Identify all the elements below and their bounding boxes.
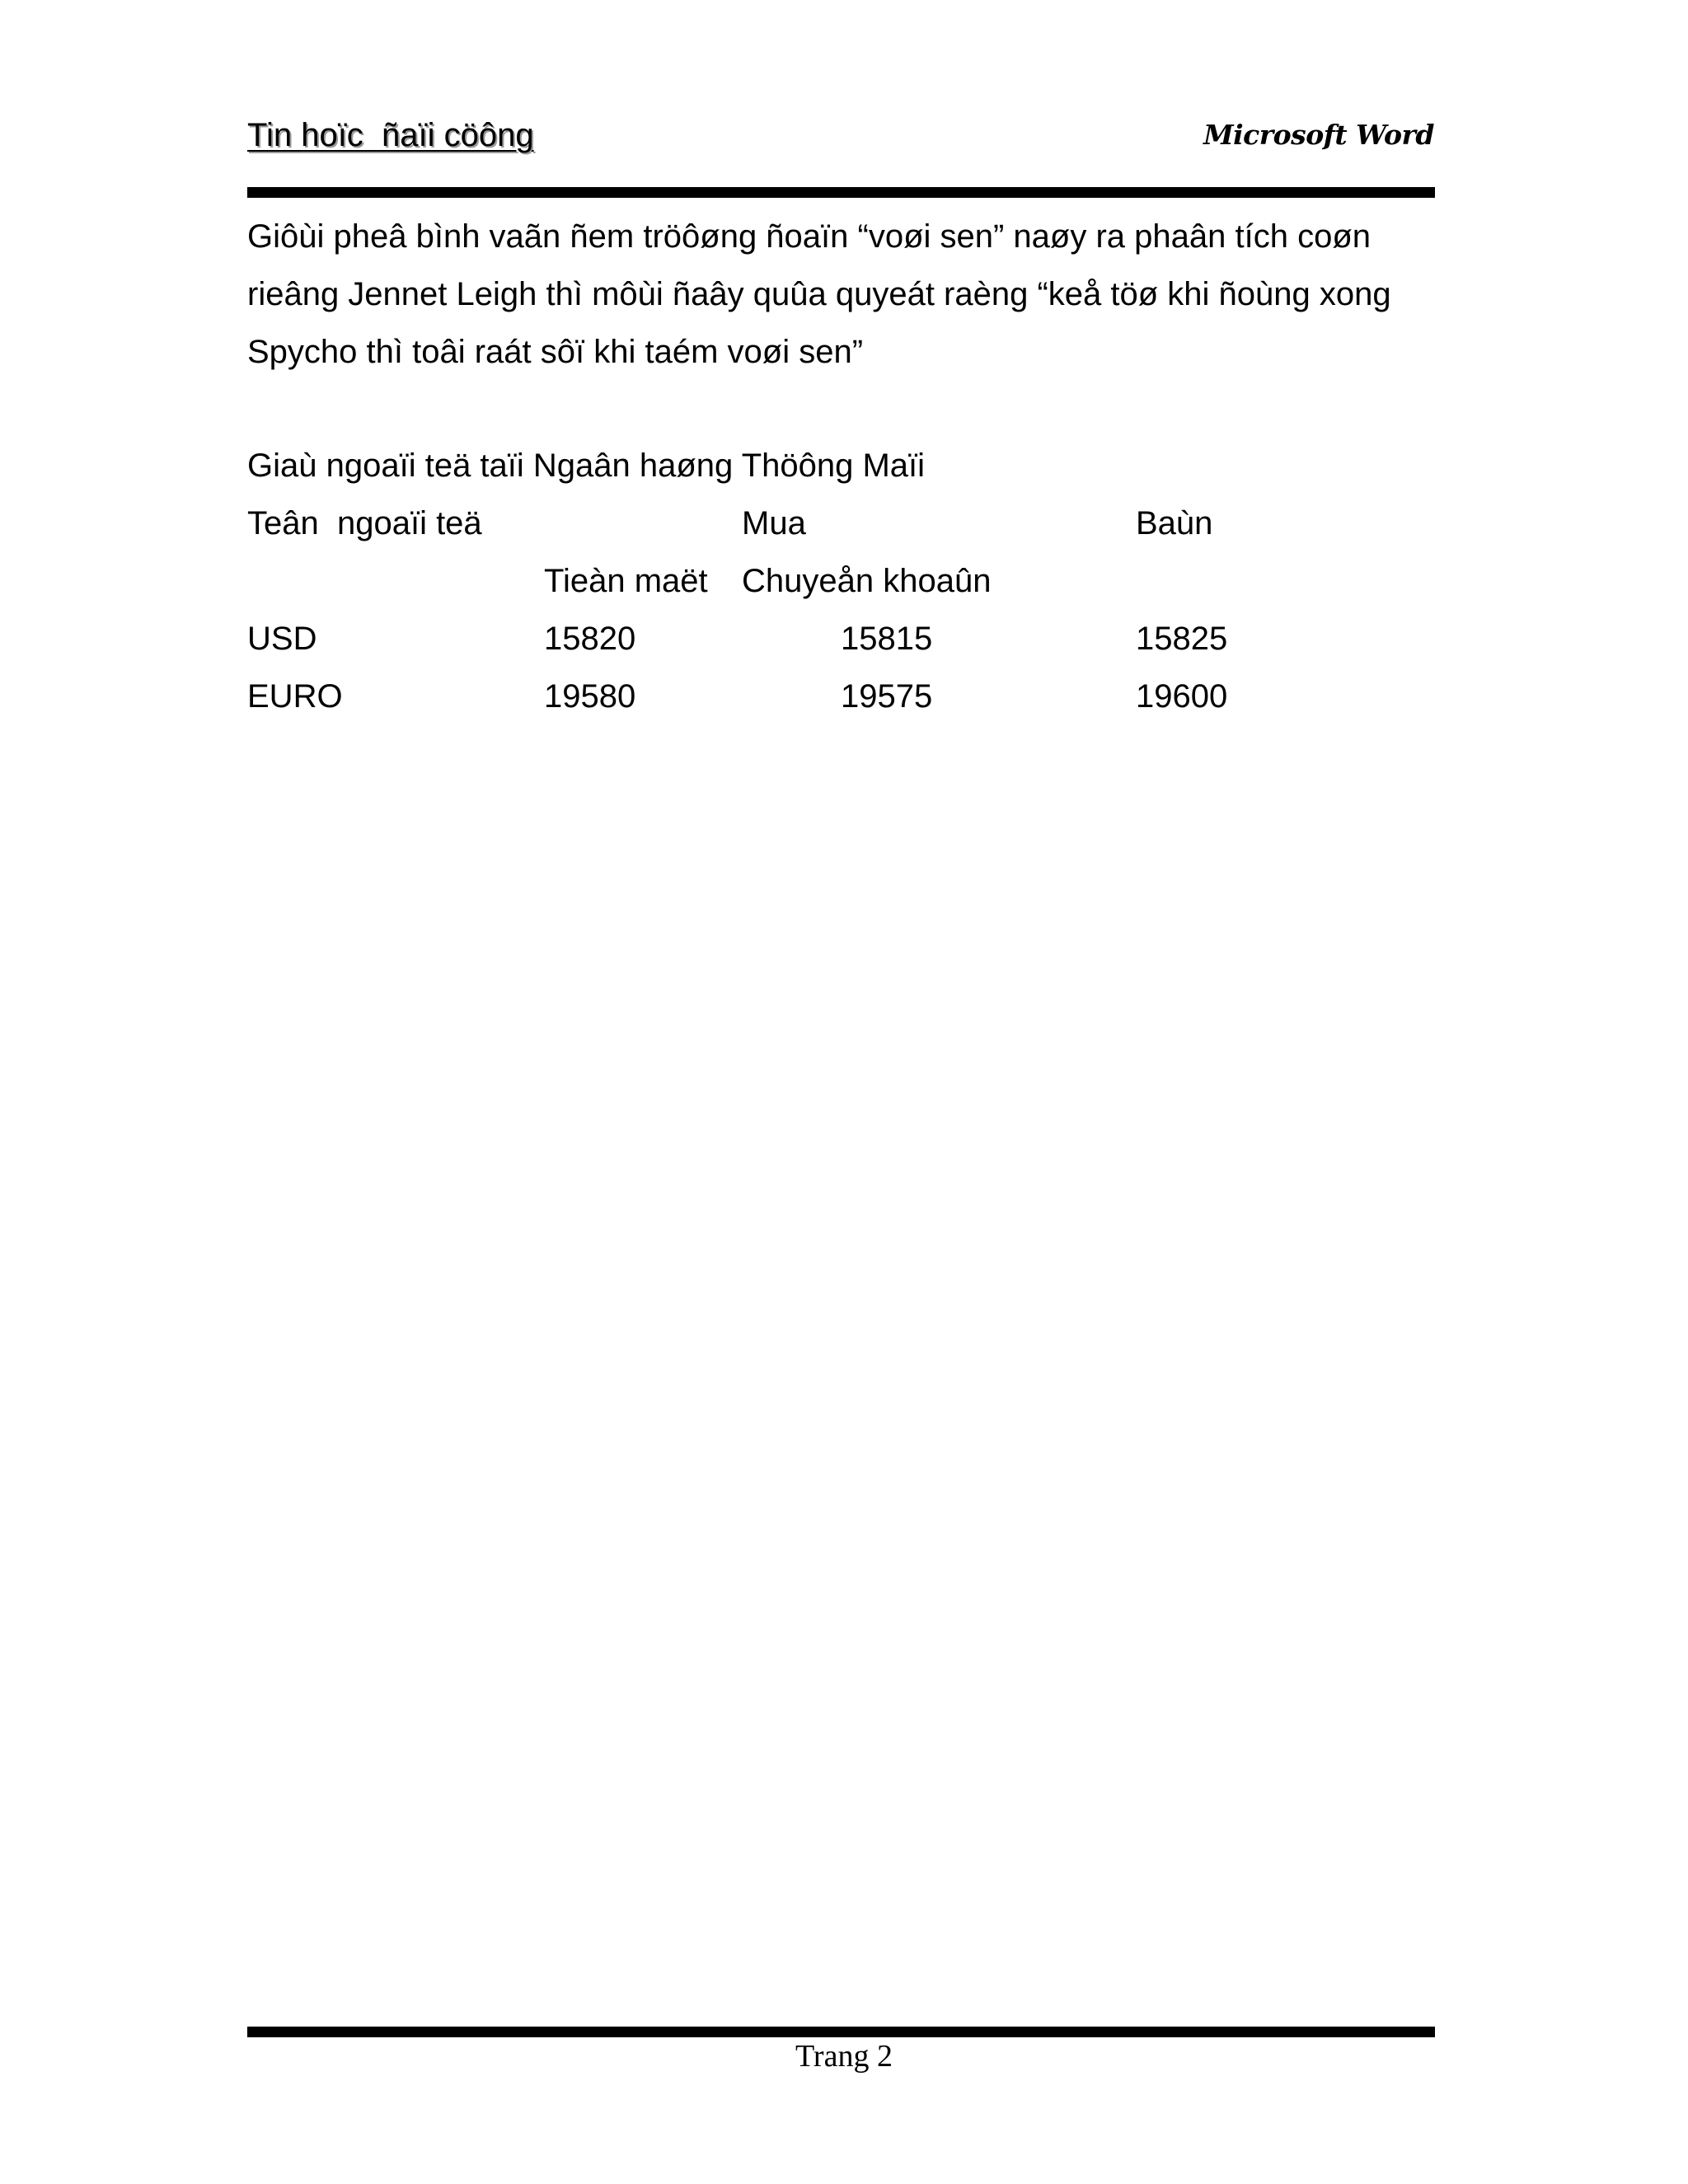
row-euro-transfer: 19575 bbox=[841, 678, 933, 715]
row-euro-sell: 19600 bbox=[1136, 678, 1228, 715]
row-usd-cash: 15820 bbox=[544, 621, 636, 657]
page-number: Trang 2 bbox=[795, 2039, 893, 2074]
header-currency: Teân ngoaïi teä bbox=[247, 505, 482, 541]
body-paragraph bbox=[247, 208, 1435, 381]
row-usd-currency: USD bbox=[247, 621, 317, 657]
row-euro-currency: EURO bbox=[247, 678, 343, 715]
row-euro-cash: 19580 bbox=[544, 678, 636, 715]
paragraph-line: Spycho thì toâi raát sôï khi taém voøi sen” bbox=[247, 334, 864, 370]
header-buy-transfer: Chuyeån khoaûn bbox=[742, 563, 992, 599]
header-right-title: Microsoft Word bbox=[1203, 119, 1434, 151]
row-usd-sell: 15825 bbox=[1136, 621, 1228, 657]
header-buy: Mua bbox=[742, 505, 806, 541]
header-buy-cash: Tieàn maët bbox=[544, 563, 708, 599]
paragraph-line: Giôùi pheâ bình vaãn ñem tröôøng ñoaïn “voøi sen” naøy ra phaân tích coøn bbox=[247, 218, 1372, 255]
row-usd-transfer: 15815 bbox=[841, 621, 933, 657]
header-sell: Baùn bbox=[1136, 505, 1213, 541]
header-left-title: Tin hoïc ñaïi cöông bbox=[247, 117, 534, 153]
exchange-table-title: Giaù ngoaïi teä taïi Ngaân haøng Thöông Maïi bbox=[247, 448, 926, 484]
paragraph-line: rieâng Jennet Leigh thì môùi ñaây quûa quyeát raèng “keå töø khi ñoùng xong bbox=[247, 276, 1391, 312]
header-rule bbox=[247, 187, 1435, 198]
